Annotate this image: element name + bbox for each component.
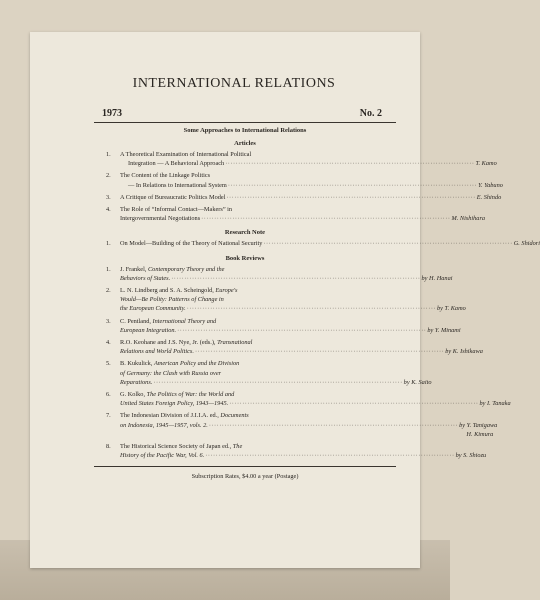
- leader-dots: [225, 159, 474, 168]
- article-entry: [106, 193, 502, 202]
- bottom-rule: [94, 466, 396, 467]
- theme-heading: Some Approaches to International Relations: [183, 127, 307, 134]
- entry-book-title: Contemporary Theory and the: [147, 265, 225, 273]
- entry-author: M. Nishihara: [451, 215, 486, 223]
- entry-author: G. Shidori: [513, 240, 540, 248]
- leader-dots: [228, 181, 477, 190]
- entry-author-editor: B. Kukulick,: [120, 360, 154, 368]
- review-entry: [106, 411, 498, 439]
- journal-cover: [30, 32, 540, 568]
- journal-year: 1973: [102, 108, 122, 119]
- entry-book-title: Transnational: [217, 339, 253, 347]
- review-entry: [106, 286, 466, 314]
- entry-number: 4.: [106, 206, 111, 214]
- entry-title-cont: — In Relations to International System: [128, 181, 227, 189]
- entry-number: 8.: [106, 443, 111, 451]
- entry-reviewer: by K. Saito: [403, 378, 432, 386]
- entry-author: E. Shindo: [476, 193, 502, 201]
- entry-book-title-cont: United States Foreign Policy, 1943—1945.: [120, 400, 229, 408]
- entry-number: 2.: [106, 172, 111, 180]
- research-note-entry: [106, 239, 540, 248]
- entry-book-title-cont: Relations and World Politics.: [120, 348, 194, 356]
- entry-author-editor: R.O. Keohane and J.S. Nye, Jr. (eds.),: [120, 339, 218, 347]
- leader-dots: [209, 421, 458, 430]
- entry-book-title-cont: European Integration.: [120, 326, 177, 334]
- entry-book-title-cont: Would—Be Polity: Patterns of Change in: [120, 296, 224, 304]
- entry-author-editor: L. N. Lindberg and S. A. Scheingold,: [120, 287, 216, 295]
- articles-heading: Articles: [234, 140, 256, 147]
- entry-number: 5.: [106, 360, 111, 368]
- entry-book-title: The: [232, 443, 243, 451]
- entry-number: 3.: [106, 317, 111, 325]
- entry-book-title-cont: of Germany: the Clash with Russia over: [120, 369, 222, 377]
- entry-number: 7.: [106, 412, 111, 420]
- entry-reviewer: by S. Shiozu: [455, 452, 487, 460]
- entry-reviewer-2: H. Kimura: [466, 430, 494, 438]
- entry-author-editor: The Indonesian Division of J.I.I.A. ed.,: [120, 412, 221, 420]
- research-note-heading: Research Note: [224, 229, 266, 237]
- entry-number: 1.: [106, 265, 111, 273]
- entry-title: A Critique of Bureaucratic Politics Model: [120, 193, 226, 201]
- review-entry: [106, 442, 487, 460]
- entry-book-title: American Policy and the Division: [153, 360, 240, 368]
- entry-book-title-cont: Reparations.: [120, 378, 153, 386]
- leader-dots: [187, 304, 436, 313]
- entry-title: The Role of “Informal Contact—Makers” in: [120, 206, 233, 214]
- entry-book-title: Europe's: [215, 287, 238, 295]
- entry-reviewer: by I. Tanaka: [479, 400, 511, 408]
- entry-reviewer: by T. Kamo: [437, 305, 466, 313]
- entry-title-cont: Integration — A Behavioral Approach: [128, 160, 225, 168]
- entry-author-editor: The Historical Science Society of Japan ed.,: [120, 443, 233, 451]
- review-entry: [106, 359, 432, 387]
- entry-author-editor: C. Pentland,: [120, 317, 153, 325]
- entry-number: 1.: [106, 240, 111, 248]
- leader-dots: [195, 347, 444, 356]
- review-entry: [106, 265, 453, 283]
- entry-reviewer: by Y. Tanigawa: [459, 421, 498, 429]
- entry-book-title-cont: the European Community.: [120, 305, 186, 313]
- entry-title: The Content of the Linkage Politics: [120, 172, 211, 180]
- entry-author: T. Kamo: [475, 160, 497, 168]
- journal-issue: No. 2: [359, 108, 382, 119]
- leader-dots: [171, 274, 420, 283]
- issue-line: [102, 108, 382, 119]
- entry-author: Y. Yabuno: [478, 181, 503, 189]
- entry-book-title-cont: on Indonesia, 1945—1957, vols. 2.: [120, 421, 208, 429]
- review-entry: [106, 317, 461, 335]
- entry-book-title: Documents: [220, 412, 249, 420]
- leader-dots: [153, 378, 402, 387]
- book-reviews-heading: Book Reviews: [225, 254, 265, 262]
- review-entry: [106, 338, 483, 356]
- entry-reviewer: by H. Hanai: [421, 274, 453, 282]
- leader-dots: [201, 214, 450, 223]
- entry-number: 4.: [106, 339, 111, 347]
- leader-dots: [177, 326, 426, 335]
- leader-dots: [263, 239, 512, 248]
- entry-book-title-cont: Behaviors of States.: [120, 274, 171, 282]
- entry-reviewer: by K. Ishikawa: [445, 348, 483, 356]
- entry-number: 2.: [106, 287, 111, 295]
- entry-title: A Theoretical Examination of International Political: [120, 151, 252, 158]
- entry-author-editor: G. Kolko,: [120, 391, 147, 399]
- article-entry: [106, 171, 503, 189]
- leader-dots: [226, 193, 475, 202]
- entry-title: On Model—Building of the Theory of National Security: [120, 240, 263, 248]
- leader-dots: [205, 451, 454, 460]
- entry-number: 6.: [106, 391, 111, 399]
- top-rule: [94, 122, 396, 123]
- entry-book-title: International Theory and: [152, 317, 217, 325]
- entry-book-title: The Politics of War: the World and: [146, 391, 235, 399]
- article-entry: [106, 150, 497, 168]
- leader-dots: [229, 399, 478, 408]
- entry-book-title-cont: History of the Pacific War, Vol. 6.: [120, 452, 205, 460]
- entry-reviewer: by Y. Minami: [427, 326, 461, 334]
- review-entry: [106, 390, 511, 408]
- subscription-rates: Subscription Rates, $4.00 a year (Postage): [191, 473, 299, 481]
- entry-title-cont: Intergovernmental Negotiations: [120, 215, 201, 223]
- entry-number: 3.: [106, 193, 111, 201]
- article-entry: [106, 205, 486, 223]
- entry-number: 1.: [106, 151, 111, 158]
- journal-title: INTERNATIONAL RELATIONS: [132, 76, 336, 91]
- entry-author-editor: J. Frankel,: [120, 265, 148, 273]
